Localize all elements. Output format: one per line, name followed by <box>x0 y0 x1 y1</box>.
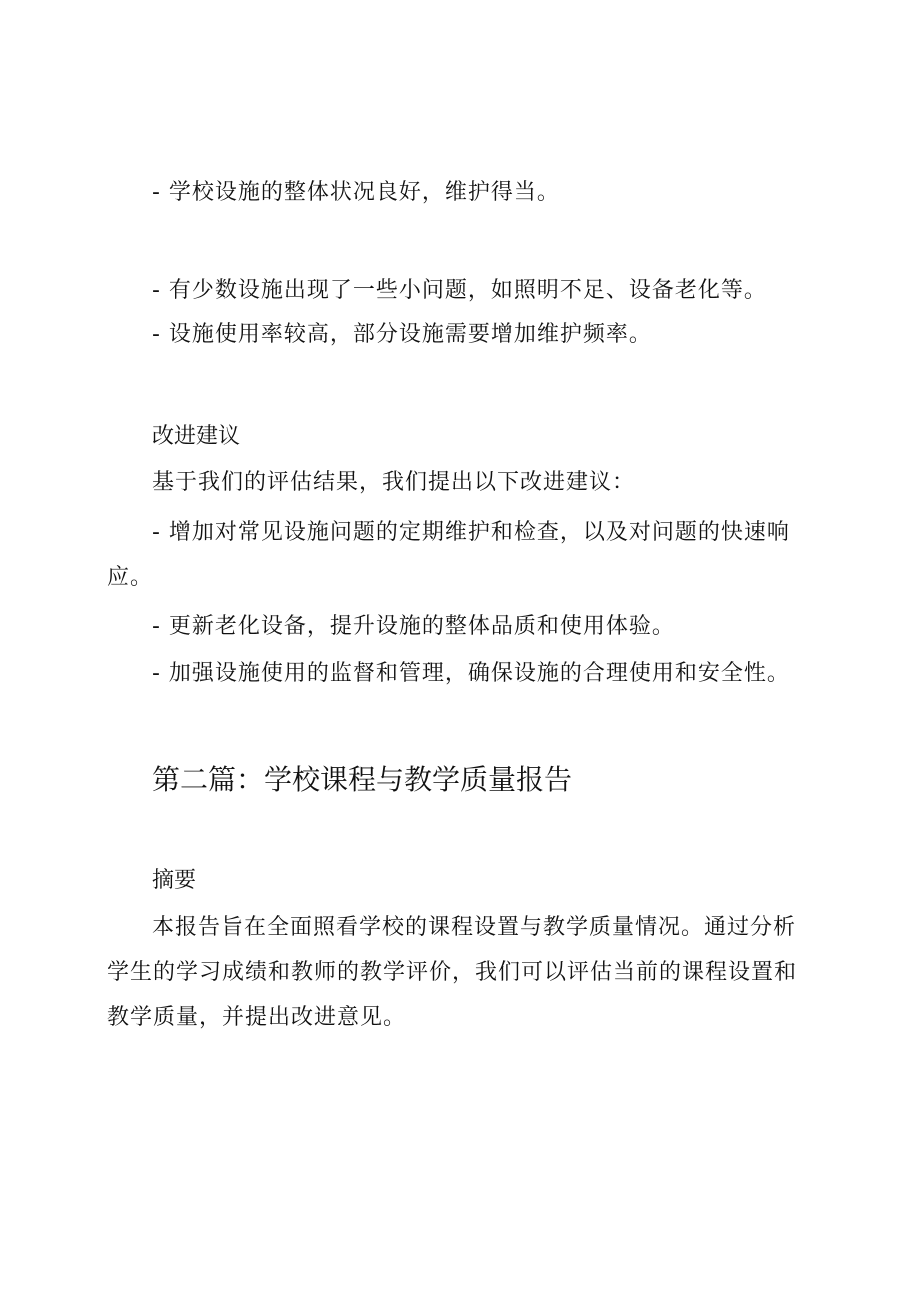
abstract-heading: 摘要 <box>152 868 197 893</box>
finding-item-1: - 学校设施的整体状况良好，维护得当。 <box>152 180 560 205</box>
recommendations-heading: 改进建议 <box>152 424 241 449</box>
finding-item-3: - 设施使用率较高，部分设施需要增加维护频率。 <box>152 322 652 347</box>
abstract-text: 本报告旨在全面照看学校的课程设置与教学质量情况。通过分析学生的学习成绩和教师的教学评价，我们可以评估当前的课程设置和教学质量，并提出改进意见。 <box>107 915 798 1030</box>
finding-item-2: - 有少数设施出现了一些小问题，如照明不足、设备老化等。 <box>152 278 767 303</box>
recommendation-item-1: - 增加对常见设施问题的定期维护和检查，以及对问题的快速响应。 <box>107 520 790 590</box>
recommendations-intro: 基于我们的评估结果，我们提出以下改进建议： <box>152 470 636 495</box>
recommendation-item-2: - 更新老化设备，提升设施的整体品质和使用体验。 <box>152 614 675 639</box>
recommendation-item-3: - 加强设施使用的监督和管理，确保设施的合理使用和安全性。 <box>152 661 790 686</box>
chapter-title: 第二篇：学校课程与教学质量报告 <box>152 763 573 796</box>
